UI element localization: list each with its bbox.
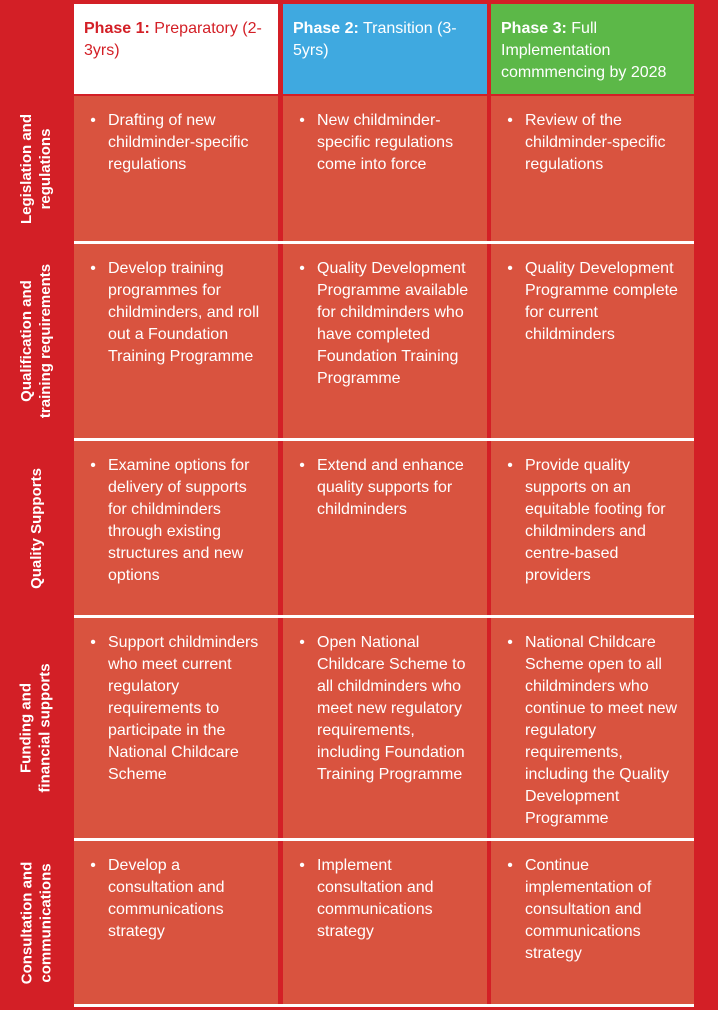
bullet-icon: • [507, 112, 513, 129]
bullet-icon: • [299, 112, 305, 129]
phase-3-header [491, 4, 694, 94]
list-item: • Quality Development Programme available for childminders who have completed Foundation Training Programme [295, 258, 477, 390]
bullet-icon: • [507, 260, 513, 277]
bullet-icon: • [507, 857, 513, 874]
row-label-line1: Qualification and [18, 280, 36, 402]
cell-funding-phase-3 [491, 618, 694, 838]
list-item: • Continue implementation of consultation and communications strategy [503, 855, 684, 965]
bullet-icon: • [299, 457, 305, 474]
row-divider [74, 1004, 694, 1007]
bullet-icon: • [299, 260, 305, 277]
cell-qualification-phase-3 [491, 244, 694, 438]
cell-consultation-phase-2 [283, 841, 487, 1004]
row-label-consultation [0, 841, 72, 1004]
list-item: • Review of the childminder-specific regulations [503, 110, 684, 176]
row-label-line1: Consultation and [18, 861, 35, 984]
bullet-icon: • [90, 112, 96, 129]
list-item: • Develop training programmes for childminders, and roll out a Foundation Training Programme [86, 258, 268, 368]
row-label-funding [0, 618, 72, 838]
cell-funding-phase-2 [283, 618, 487, 838]
phase-2-title: Phase 2: [293, 20, 359, 37]
bullet-icon: • [299, 857, 305, 874]
list-item: • Open National Childcare Scheme to all childminders who meet new regulatory requirements, including Foundation Training Programme [295, 632, 477, 786]
list-item: • National Childcare Scheme open to all childminders who continue to meet new regulatory requirements, including the Quality Development Programme [503, 632, 684, 830]
bullet-icon: • [90, 857, 96, 874]
row-label-line2: regulations [37, 128, 55, 209]
phase-2-header [283, 4, 487, 94]
row-label-line1: Legislation and [18, 113, 36, 224]
bullet-icon: • [507, 634, 513, 651]
row-label-legislation [0, 96, 72, 241]
row-label-line1: Funding and [18, 683, 35, 773]
list-item: • Support childminders who meet current regulatory requirements to participate in the National Childcare Scheme [86, 632, 268, 786]
phase-2-subtitle: Transition (3-5yrs) [293, 20, 457, 59]
row-label-qualification [0, 244, 72, 438]
list-item: • Quality Development Programme complete for current childminders [503, 258, 684, 346]
cell-funding-phase-1 [74, 618, 278, 838]
bullet-icon: • [90, 457, 96, 474]
cell-qualification-phase-1 [74, 244, 278, 438]
phase-1-subtitle: Preparatory (2-3yrs) [84, 20, 262, 59]
list-item: • Develop a consultation and communications strategy [86, 855, 268, 943]
cell-legislation-phase-2 [283, 96, 487, 241]
phase-1-header [74, 4, 278, 94]
phase-3-subtitle: Full Implementation commmencing by 2028 [501, 20, 667, 81]
row-label-line2: training requirements [37, 263, 55, 419]
row-label-line2: financial supports [37, 663, 54, 793]
list-item: • New childminder-specific regulations come into force [295, 110, 477, 176]
cell-legislation-phase-1 [74, 96, 278, 241]
cell-qualification-phase-2 [283, 244, 487, 438]
bullet-icon: • [90, 260, 96, 277]
row-label-quality-supports [0, 441, 72, 615]
list-item: • Provide quality supports on an equitable footing for childminders and centre-based providers [503, 455, 684, 587]
cell-legislation-phase-3 [491, 96, 694, 241]
cell-quality-phase-3 [491, 441, 694, 615]
list-item: • Drafting of new childminder-specific regulations [86, 110, 268, 176]
cell-consultation-phase-3 [491, 841, 694, 1004]
bullet-icon: • [507, 457, 513, 474]
row-label-line1: Quality Supports [27, 467, 45, 589]
list-item: • Implement consultation and communications strategy [295, 855, 477, 943]
bullet-icon: • [299, 634, 305, 651]
cell-consultation-phase-1 [74, 841, 278, 1004]
list-item: • Extend and enhance quality supports for childminders [295, 455, 477, 521]
row-label-line2: communications [37, 862, 54, 983]
phase-1-title: Phase 1: [84, 20, 150, 37]
cell-quality-phase-1 [74, 441, 278, 615]
list-item: • Examine options for delivery of supports for childminders through existing structures and new options [86, 455, 268, 587]
bullet-icon: • [90, 634, 96, 651]
cell-quality-phase-2 [283, 441, 487, 615]
phase-3-title: Phase 3: [501, 20, 567, 37]
